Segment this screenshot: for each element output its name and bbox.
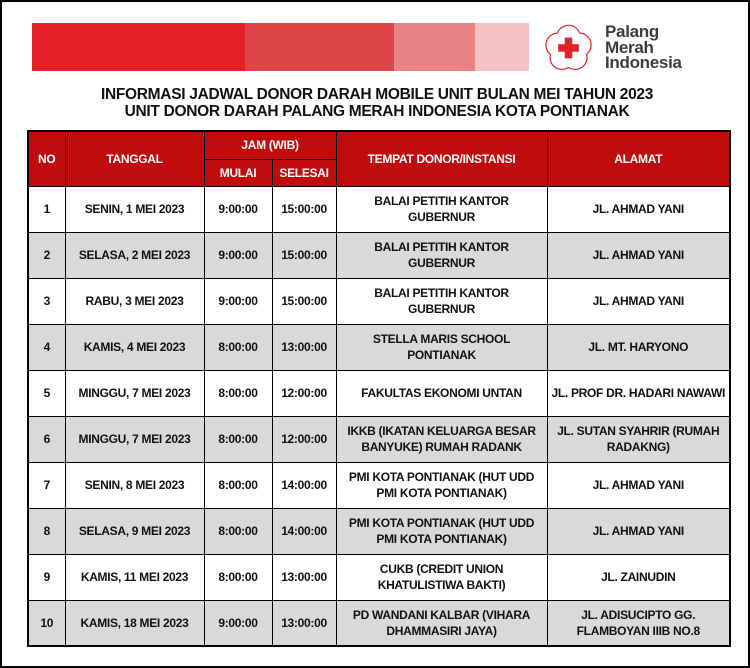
cell-mulai: 8:00:00 xyxy=(204,554,272,600)
cell-tanggal: KAMIS, 11 MEI 2023 xyxy=(65,554,204,600)
cell-no: 8 xyxy=(28,508,65,554)
cell-tempat: STELLA MARIS SCHOOL PONTIANAK xyxy=(336,324,547,370)
cell-alamat: JL. AHMAD YANI xyxy=(547,508,730,554)
cell-tempat: PMI KOTA PONTIANAK (HUT UDD PMI KOTA PONTIANAK) xyxy=(336,462,547,508)
cell-no: 1 xyxy=(28,186,65,232)
cell-selesai: 15:00:00 xyxy=(272,278,336,324)
header-tanggal: TANGGAL xyxy=(65,131,204,186)
cell-no: 9 xyxy=(28,554,65,600)
gradient-segment-3 xyxy=(394,23,475,71)
donor-schedule-table xyxy=(27,130,731,647)
page-title xyxy=(2,86,750,120)
cell-tempat: BALAI PETITIH KANTOR GUBERNUR xyxy=(336,278,547,324)
cell-no: 7 xyxy=(28,462,65,508)
cell-no: 5 xyxy=(28,370,65,416)
cell-mulai: 8:00:00 xyxy=(204,416,272,462)
cell-selesai: 13:00:00 xyxy=(272,600,336,646)
schedule-row xyxy=(28,416,730,462)
schedule-row xyxy=(28,324,730,370)
cell-selesai: 15:00:00 xyxy=(272,232,336,278)
decorative-gradient-bar xyxy=(32,23,529,71)
cell-alamat: JL. AHMAD YANI xyxy=(547,186,730,232)
cell-mulai: 8:00:00 xyxy=(204,370,272,416)
cell-alamat: JL. AHMAD YANI xyxy=(547,278,730,324)
logo-line-palang: Palang xyxy=(605,22,659,42)
cell-tanggal: RABU, 3 MEI 2023 xyxy=(65,278,204,324)
cell-selesai: 14:00:00 xyxy=(272,508,336,554)
cell-alamat: JL. ADISUCIPTO GG. FLAMBOYAN IIIB NO.8 xyxy=(547,600,730,646)
header-alamat: ALAMAT xyxy=(547,131,730,186)
cell-no: 4 xyxy=(28,324,65,370)
header-no: NO xyxy=(28,131,65,186)
cell-tempat: BALAI PETITIH KANTOR GUBERNUR xyxy=(336,186,547,232)
cell-tanggal: SENIN, 8 MEI 2023 xyxy=(65,462,204,508)
schedule-row xyxy=(28,554,730,600)
gradient-segment-1 xyxy=(32,23,245,71)
pmi-logo xyxy=(545,24,682,71)
logo-line-indonesia: Indonesia xyxy=(605,53,682,73)
logo-line-merah: Merah xyxy=(605,37,654,57)
cell-mulai: 8:00:00 xyxy=(204,462,272,508)
cell-mulai: 9:00:00 xyxy=(204,186,272,232)
cell-alamat: JL. AHMAD YANI xyxy=(547,232,730,278)
cell-tanggal: SENIN, 1 MEI 2023 xyxy=(65,186,204,232)
cell-selesai: 13:00:00 xyxy=(272,554,336,600)
cell-mulai: 9:00:00 xyxy=(204,600,272,646)
schedule-row xyxy=(28,186,730,232)
schedule-row xyxy=(28,232,730,278)
cell-mulai: 8:00:00 xyxy=(204,508,272,554)
cell-mulai: 9:00:00 xyxy=(204,278,272,324)
cell-mulai: 8:00:00 xyxy=(204,324,272,370)
cell-no: 3 xyxy=(28,278,65,324)
cell-tanggal: SELASA, 2 MEI 2023 xyxy=(65,232,204,278)
page-title-line2: UNIT DONOR DARAH PALANG MERAH INDONESIA KOTA PONTIANAK xyxy=(124,103,630,120)
cell-tempat: BALAI PETITIH KANTOR GUBERNUR xyxy=(336,232,547,278)
cell-tempat: FAKULTAS EKONOMI UNTAN xyxy=(336,370,547,416)
cell-tanggal: KAMIS, 4 MEI 2023 xyxy=(65,324,204,370)
cell-tanggal: SELASA, 9 MEI 2023 xyxy=(65,508,204,554)
page-title-line1: INFORMASI JADWAL DONOR DARAH MOBILE UNIT BULAN MEI TAHUN 2023 xyxy=(100,86,654,103)
cell-selesai: 12:00:00 xyxy=(272,416,336,462)
cell-tempat: PMI KOTA PONTIANAK (HUT UDD PMI KOTA PONTIANAK) xyxy=(336,508,547,554)
schedule-row xyxy=(28,370,730,416)
header-selesai: SELESAI xyxy=(272,159,336,186)
cell-no: 2 xyxy=(28,232,65,278)
cell-no: 10 xyxy=(28,600,65,646)
cell-no: 6 xyxy=(28,416,65,462)
cell-alamat: JL. ZAINUDIN xyxy=(547,554,730,600)
cell-selesai: 15:00:00 xyxy=(272,186,336,232)
gradient-segment-2 xyxy=(245,23,394,71)
pmi-logo-wordmark xyxy=(605,24,682,71)
cell-tempat: PD WANDANI KALBAR (VIHARA DHAMMASIRI JAYA) xyxy=(336,600,547,646)
schedule-row xyxy=(28,600,730,646)
cell-tempat: IKKB (IKATAN KELUARGA BESAR BANYUKE) RUMAH RADANK xyxy=(336,416,547,462)
header-jam-wib: JAM (WIB) xyxy=(204,131,336,159)
cell-tanggal: MINGGU, 7 MEI 2023 xyxy=(65,370,204,416)
cell-selesai: 13:00:00 xyxy=(272,324,336,370)
schedule-row xyxy=(28,508,730,554)
cell-mulai: 9:00:00 xyxy=(204,232,272,278)
cell-tanggal: MINGGU, 7 MEI 2023 xyxy=(65,416,204,462)
header-mulai: MULAI xyxy=(204,159,272,186)
cell-selesai: 14:00:00 xyxy=(272,462,336,508)
cell-alamat: JL. SUTAN SYAHRIR (RUMAH RADAKNG) xyxy=(547,416,730,462)
gradient-segment-4 xyxy=(475,23,529,71)
header-tempat: TEMPAT DONOR/INSTANSI xyxy=(336,131,547,186)
cell-tanggal: KAMIS, 18 MEI 2023 xyxy=(65,600,204,646)
cell-alamat: JL. AHMAD YANI xyxy=(547,462,730,508)
cell-alamat: JL. MT. HARYONO xyxy=(547,324,730,370)
cell-selesai: 12:00:00 xyxy=(272,370,336,416)
pmi-flower-cross-icon xyxy=(545,24,592,71)
schedule-row xyxy=(28,278,730,324)
schedule-row xyxy=(28,462,730,508)
cell-tempat: CUKB (CREDIT UNION KHATULISTIWA BAKTI) xyxy=(336,554,547,600)
cell-alamat: JL. PROF DR. HADARI NAWAWI xyxy=(547,370,730,416)
